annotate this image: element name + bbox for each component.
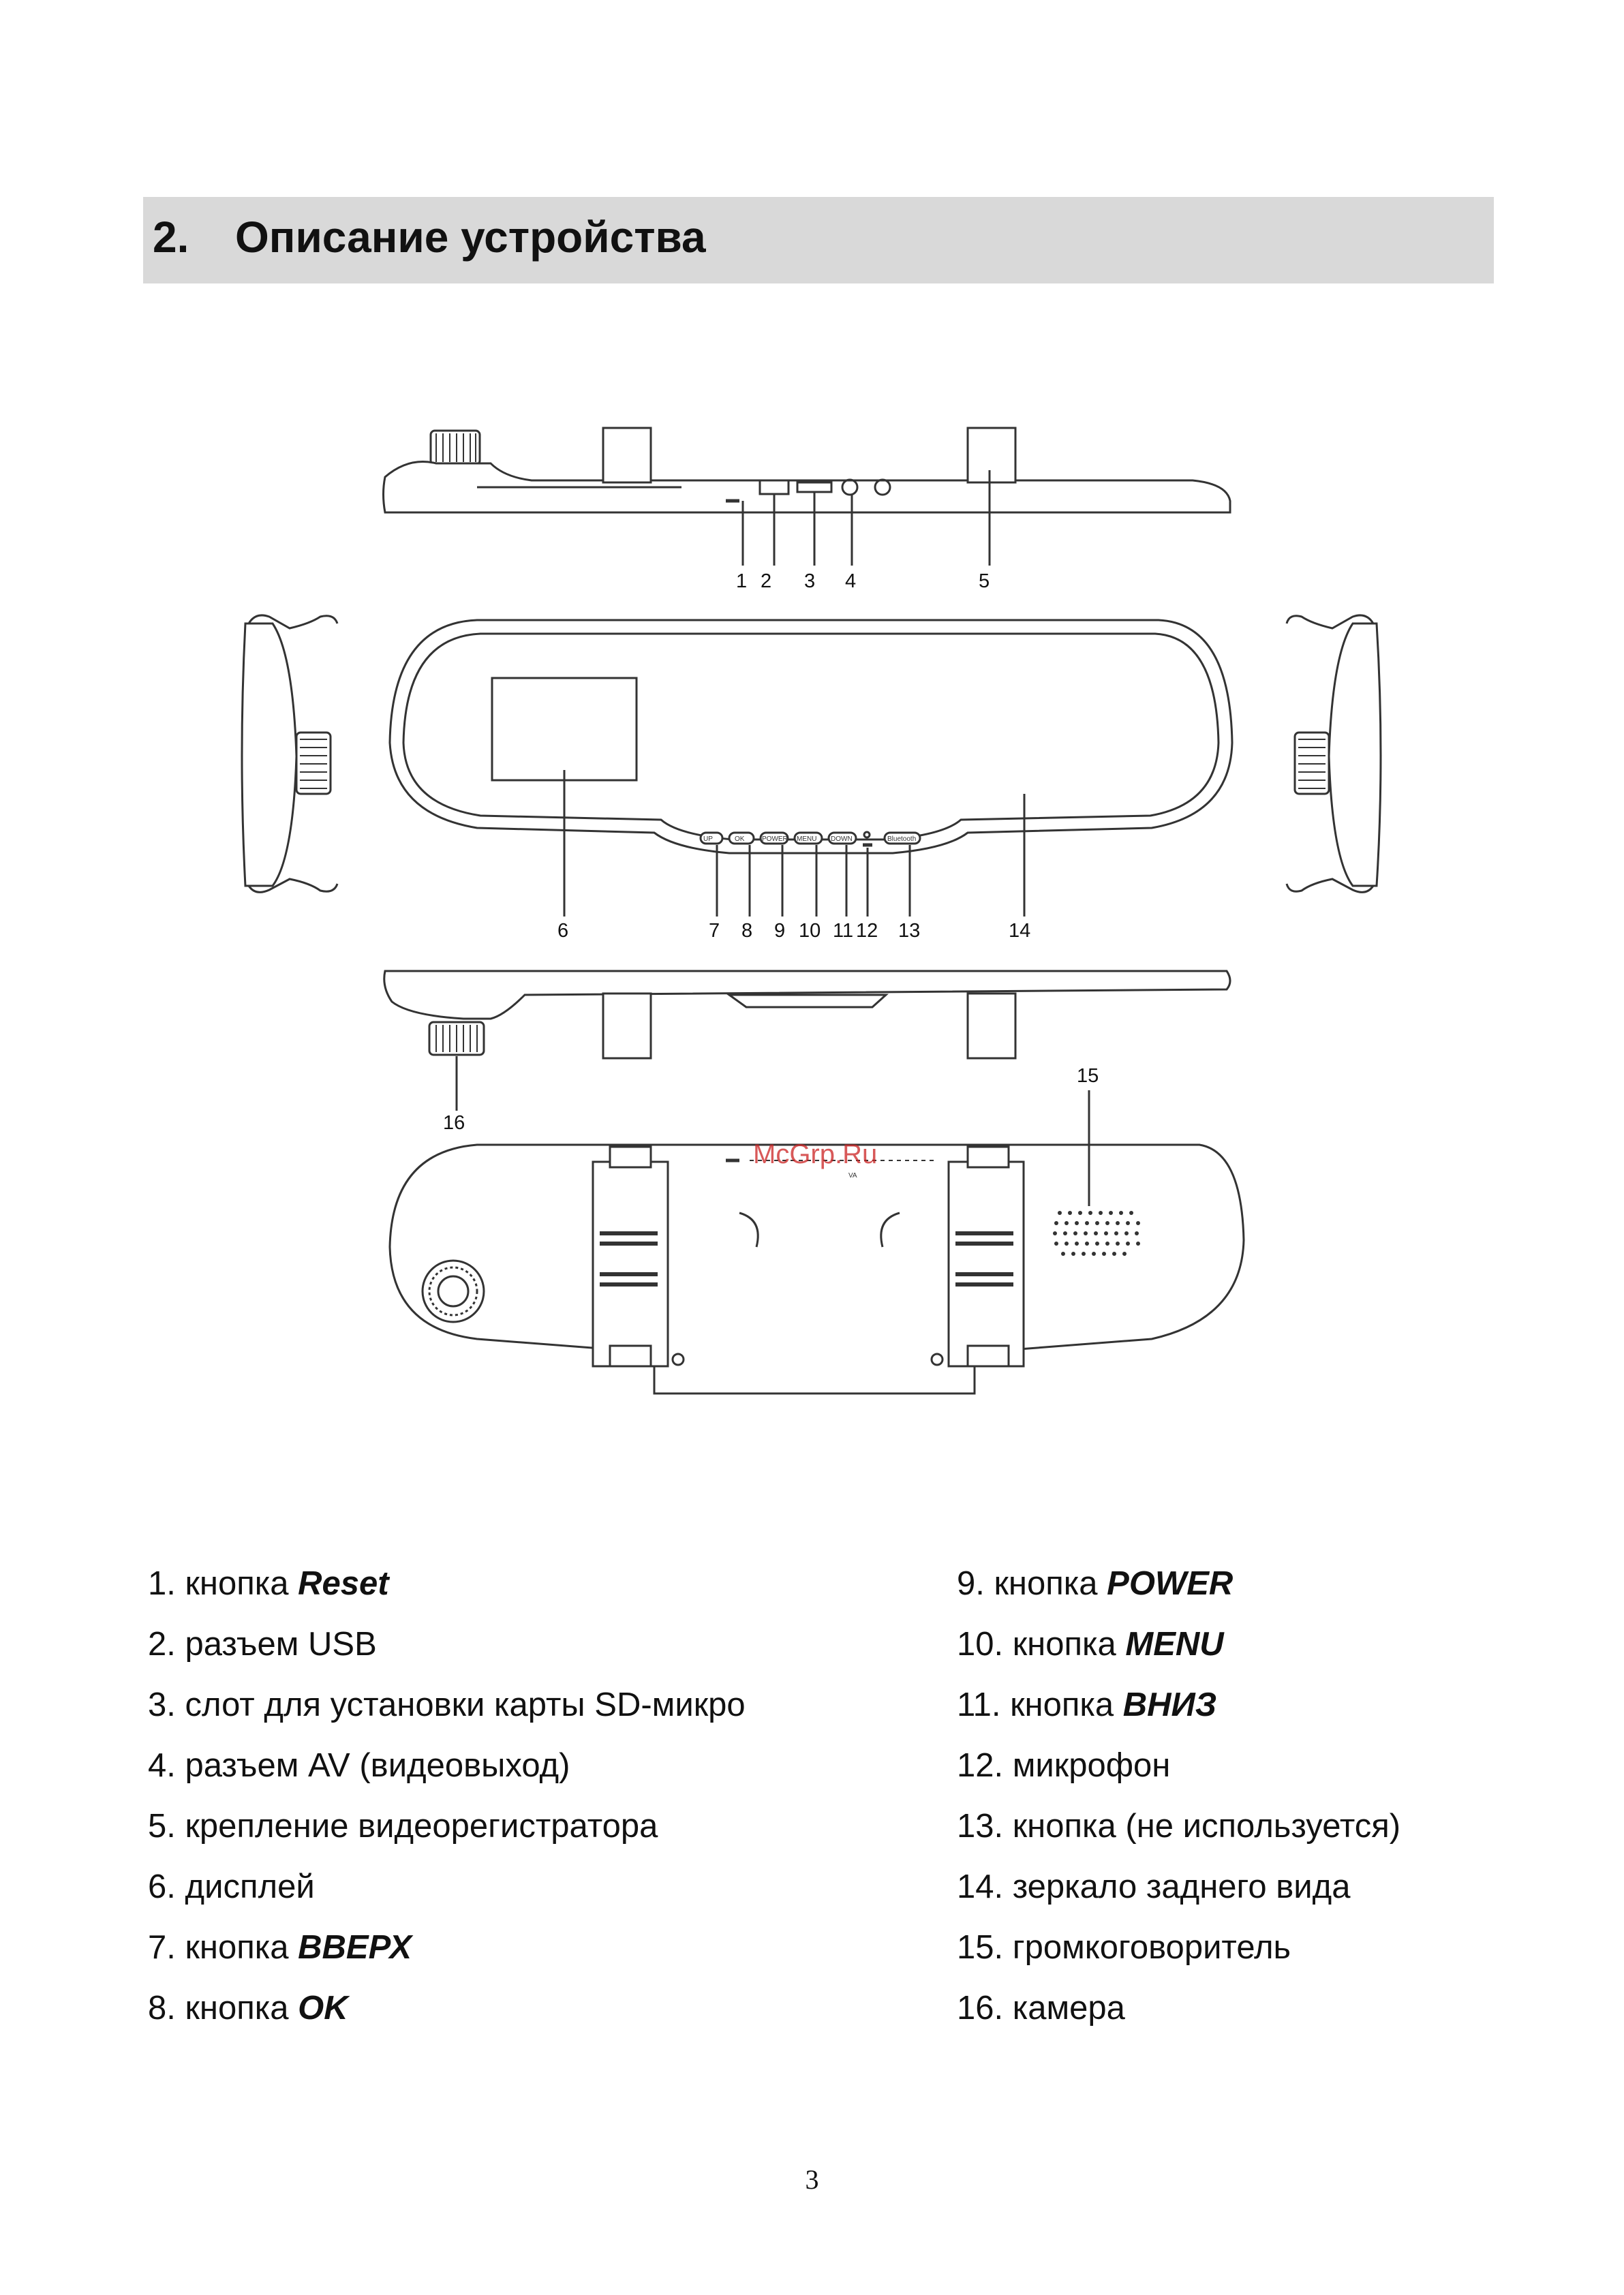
callout-3: 3 — [804, 570, 816, 592]
btn-label: OK — [735, 835, 745, 843]
callout-9: 9 — [774, 920, 786, 942]
legend-item: 16. камера — [957, 1990, 1125, 2027]
page-number: 3 — [805, 2164, 819, 2195]
section-number: 2. — [153, 213, 189, 262]
legend-item: 5. крепление видеорегистратора — [148, 1808, 658, 1845]
btn-label: DOWN — [831, 835, 853, 843]
legend-item: 8. кнопка OK — [148, 1990, 348, 2027]
btn-label: UP — [703, 835, 713, 843]
back-view — [390, 1090, 1244, 1393]
legend-item: 15. громкоговоритель — [957, 1929, 1291, 1966]
callout-15: 15 — [1077, 1065, 1099, 1087]
callout-11: 11 — [833, 920, 854, 942]
callout-16: 16 — [443, 1112, 465, 1134]
callout-5: 5 — [979, 570, 990, 592]
legend-item: 13. кнопка (не используется) — [957, 1808, 1401, 1845]
legend-left — [148, 1554, 746, 2039]
callout-1: 1 — [736, 570, 748, 592]
callout-10: 10 — [799, 920, 821, 942]
callout-14: 14 — [1009, 920, 1031, 942]
legend-item: 3. слот для установки карты SD-микро — [148, 1686, 746, 1723]
legend-item: 11. кнопка ВНИЗ — [957, 1686, 1217, 1723]
callout-13: 13 — [898, 920, 921, 942]
callout-6: 6 — [557, 920, 569, 942]
bottom-view — [384, 971, 1230, 1111]
callout-4: 4 — [845, 570, 857, 592]
btn-label: MENU — [797, 835, 817, 843]
btn-label: Bluetooth — [887, 835, 917, 843]
legend-item: 12. микрофон — [957, 1747, 1171, 1784]
front-view — [242, 615, 1381, 917]
legend-item: 7. кнопка ВВЕРХ — [148, 1929, 412, 1966]
legend-item: 10. кнопка MENU — [957, 1626, 1224, 1663]
callout-2: 2 — [761, 570, 772, 592]
callout-8: 8 — [741, 920, 753, 942]
legend-item: 14. зеркало заднего вида — [957, 1868, 1351, 1905]
top-view — [384, 428, 1231, 566]
legend-item: 1. кнопка Reset — [148, 1565, 389, 1602]
legend-item: 6. дисплей — [148, 1868, 315, 1905]
section-title: Описание устройства — [235, 213, 706, 262]
port-mark: VA — [848, 1172, 857, 1180]
watermark: McGrp.Ru — [753, 1139, 878, 1169]
legend-item: 2. разъем USB — [148, 1626, 377, 1663]
callout-12: 12 — [856, 920, 878, 942]
btn-label: POWER — [762, 835, 788, 843]
callout-7: 7 — [709, 920, 720, 942]
legend-item: 9. кнопка POWER — [957, 1565, 1234, 1602]
legend-item: 4. разъем AV (видеовыход) — [148, 1747, 570, 1784]
legend-right — [957, 1554, 1400, 2039]
